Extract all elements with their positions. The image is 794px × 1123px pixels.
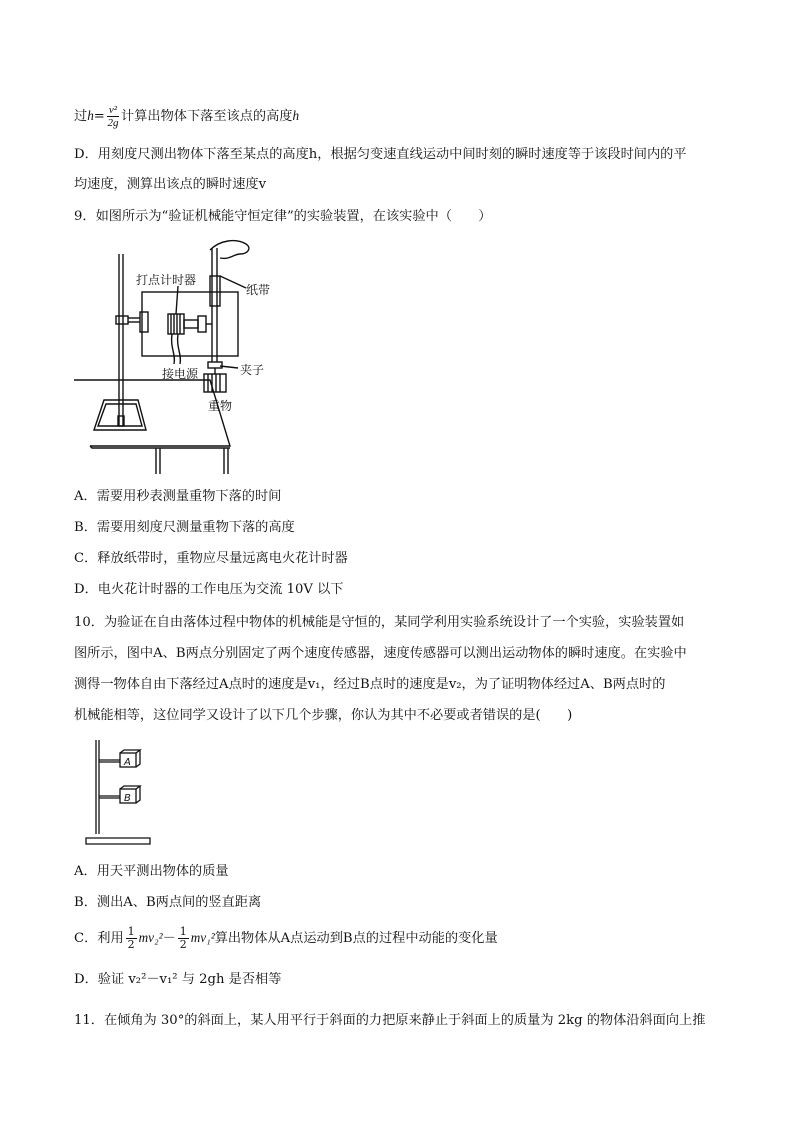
label-weight: 重物 (208, 399, 233, 413)
q10-option-d: D．验证 v₂²－v₁² 与 2gh 是否相等 (74, 972, 282, 987)
sensor-b-label: B (124, 793, 131, 804)
q10-stand-base (86, 838, 150, 844)
label-timer: 打点计时器 (136, 273, 197, 287)
q8-frac-num: v² (108, 104, 118, 116)
label-power: 接电源 (162, 367, 199, 381)
q10-c-term1: mv₂² (138, 930, 163, 945)
q8-text-post: 计算出物体下落至该点的高度 (121, 109, 293, 124)
q9-option-b: B．需要用刻度尺测量重物下落的高度 (74, 520, 295, 535)
q8-option-d-line1: D．用刻度尺测出物体下落至某点的高度h，根据匀变速直线运动中间时刻的瞬时速度等于该段时间内的平 (74, 147, 687, 162)
q10-c-pre: C．利用 (74, 931, 124, 946)
q8-formula-line (74, 104, 299, 129)
q8-equals: = (93, 109, 105, 124)
q10-option-a: A．用天平测出物体的质量 (74, 864, 229, 879)
clip (208, 362, 222, 368)
q10-stem-line1: 10．为验证在自由落体过程中物体的机械能是守恒的，某同学利用实验系统设计了一个实验，实验装置如 (74, 615, 685, 630)
hand (210, 241, 249, 259)
q9-option-a: A．需要用秒表测量重物下落的时间 (74, 489, 282, 504)
q8-fraction (107, 104, 119, 129)
q9-option-c: C．释放纸带时，重物应尽量远离电火花计时器 (74, 551, 348, 566)
q10-c-frac2-den: 2 (179, 938, 187, 951)
q10-stem-line4: 机械能相等，这位同学又设计了以下几个步骤，你认为其中不必要或者错误的是( ) (74, 708, 573, 723)
label-tape: 纸带 (246, 283, 271, 297)
q10-c-frac1-den: 2 (127, 938, 135, 951)
label-clip: 夹子 (240, 363, 265, 377)
q10-c-frac1-num: 1 (127, 925, 135, 938)
q10-option-c (74, 926, 498, 951)
q10-c-frac2-num: 1 (179, 925, 187, 938)
timer-board (142, 292, 238, 356)
q8-var-h2: h (292, 108, 300, 123)
sensor-a-label: A (124, 757, 131, 768)
table-top (74, 380, 233, 446)
q9-stem: 9．如图所示为“验证机械能守恒定律”的实验装置，在该实验中（ ） (74, 209, 492, 224)
q10-c-frac1 (126, 926, 137, 951)
q11-stem-line1: 11．在倾角为 30°的斜面上，某人用平行于斜面的力把原来静止于斜面上的质量为 2kg 的物体沿斜面向上推 (74, 1013, 706, 1028)
q8-option-d-line2: 均速度，测算出该点的瞬时速度v (74, 177, 267, 192)
q8-var-h: h (87, 108, 94, 123)
q10-option-b: B．测出A、B两点间的竖直距离 (74, 895, 262, 910)
q8-frac-den: 2g (107, 117, 119, 129)
q10-c-post: 算出物体从A点运动到B点的过程中动能的变化量 (214, 931, 498, 946)
q10-stem-line2: 图所示，图中A、B两点分别固定了两个速度传感器，速度传感器可以测出运动物体的瞬时速度。在实验中 (74, 646, 687, 661)
q10-c-term2: mv₁² (190, 930, 215, 945)
q10-stem-line3: 测得一物体自由下落经过A点时的速度是v₁，经过B点时的速度是v₂，为了证明物体经过A、B两点时的 (74, 677, 666, 692)
q9-apparatus-figure (70, 236, 290, 476)
q10-apparatus-figure (84, 738, 164, 848)
q9-option-d: D．电火花计时器的工作电压为交流 10V 以下 (74, 582, 344, 597)
q10-c-frac2 (178, 926, 189, 951)
q8-text-pre: 过 (74, 109, 88, 124)
q10-c-minus: － (162, 931, 176, 946)
